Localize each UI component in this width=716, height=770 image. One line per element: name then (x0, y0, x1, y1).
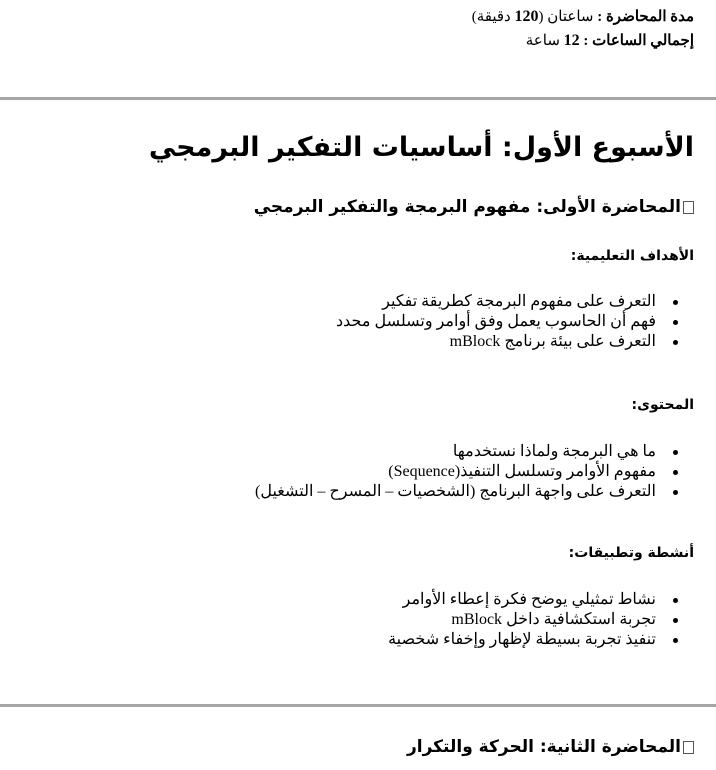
lecture-duration-open-paren: ( (538, 9, 544, 25)
section-divider (0, 704, 716, 707)
lecture-duration-line (472, 7, 694, 27)
list-item: التعرف على واجهة البرنامج (الشخصيات – المسرح – التشغيل) (255, 483, 656, 500)
week-title: الأسبوع الأول: أساسيات التفكير البرمجي (148, 132, 694, 163)
list-item: فهم أن الحاسوب يعمل وفق أوامر وتسلسل محدد (336, 313, 656, 330)
checkbox-square-icon (683, 201, 694, 214)
content-heading: المحتوى: (631, 397, 694, 413)
objectives-list (336, 292, 678, 352)
activities-heading: أنشطة وتطبيقات: (568, 545, 694, 561)
list-item: تجربة استكشافية داخل mBlock (388, 610, 656, 630)
total-hours-line (526, 31, 694, 51)
list-item: تنفيذ تجربة بسيطة لإظهار وإخفاء شخصية (388, 631, 656, 648)
list-item: التعرف على مفهوم البرمجة كطريقة تفكير (336, 292, 656, 312)
lecture-2-title: المحاضرة الثانية: الحركة والتكرار (406, 737, 681, 757)
list-item: التعرف على بيئة برنامج mBlock (336, 332, 656, 352)
lecture-2-title-row (407, 737, 694, 757)
section-divider (0, 97, 716, 100)
lecture-duration-minutes: 120 (514, 8, 539, 25)
list-item: نشاط تمثيلي يوضح فكرة إعطاء الأوامر (388, 590, 656, 610)
content-list (255, 442, 678, 502)
objectives-heading: الأهداف التعليمية: (570, 248, 694, 264)
activities-list (388, 590, 678, 650)
lecture-duration-value: ساعتان (547, 9, 594, 25)
total-hours-number: 12 (563, 32, 580, 49)
list-item: مفهوم الأوامر وتسلسل التنفيذ(Sequence) (255, 462, 656, 482)
total-hours-label: إجمالي الساعات : (583, 33, 694, 49)
lecture-duration-unit: دقيقة) (471, 9, 511, 25)
lecture-1-title: المحاضرة الأولى: مفهوم البرمجة والتفكير البرمجي (253, 197, 681, 217)
total-hours-unit: ساعة (525, 33, 560, 49)
lecture-duration-label: مدة المحاضرة : (597, 9, 694, 25)
checkbox-square-icon (683, 741, 694, 754)
lecture-1-title-row (254, 197, 694, 217)
list-item: ما هي البرمجة ولماذا نستخدمها (255, 442, 656, 462)
